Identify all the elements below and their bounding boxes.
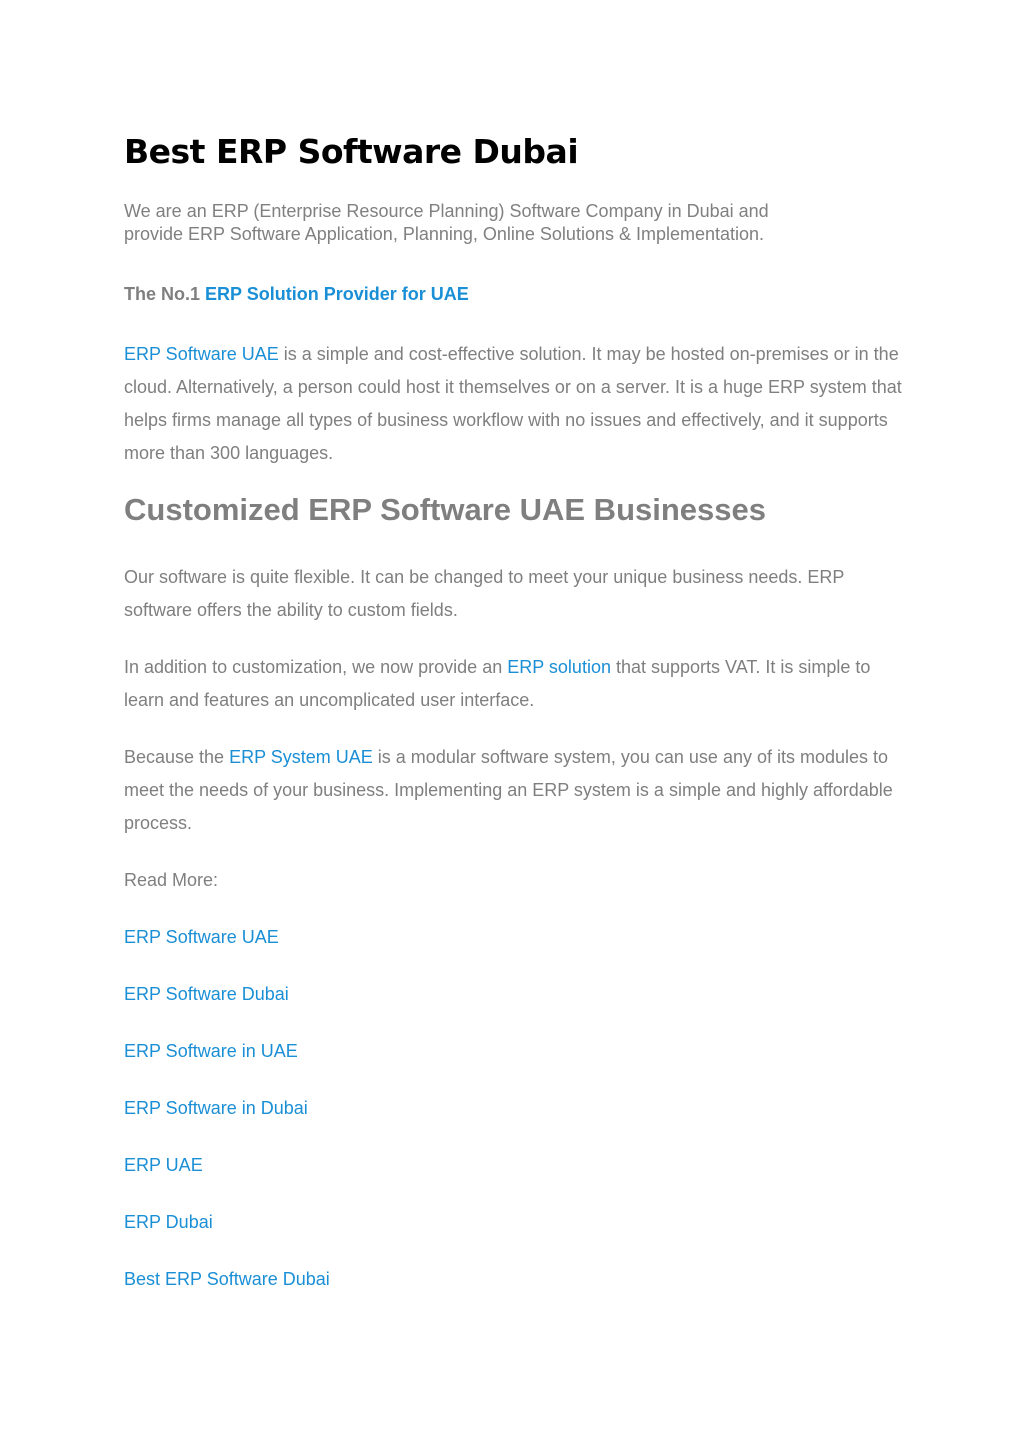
erp-solution-provider-link[interactable]: ERP Solution Provider for UAE bbox=[205, 284, 469, 304]
list-item bbox=[124, 1206, 914, 1239]
paragraph-text: is a modular software system, you can use any of its modules to meet the needs of your business. Implementing an ERP system is a simple and highly affordable process. bbox=[124, 747, 893, 833]
list-item bbox=[124, 1263, 914, 1296]
read-more-link[interactable]: ERP Software UAE bbox=[124, 927, 279, 947]
document-page bbox=[124, 128, 914, 1296]
customization-paragraph bbox=[124, 651, 914, 717]
subheading-prefix: The No.1 bbox=[124, 284, 201, 304]
paragraph-text: is a simple and cost-effective solution. It may be hosted on-premises or in the cloud. Alternatively, a person could host it themselves or on a server. It is a huge ERP system that helps firms manage all types of business workflow with no issues and effectively, and it supports more than 300 languages. bbox=[124, 344, 902, 463]
paragraph-text: that supports VAT. It is simple to learn and features an uncomplicated user interface. bbox=[124, 657, 871, 710]
read-more-link[interactable]: ERP Software Dubai bbox=[124, 984, 289, 1004]
intro-paragraph bbox=[124, 200, 914, 246]
erp-system-uae-link[interactable]: ERP System UAE bbox=[229, 747, 373, 767]
read-more-link[interactable]: ERP Software in Dubai bbox=[124, 1098, 308, 1118]
provider-subheading bbox=[124, 281, 914, 307]
read-more-label: Read More: bbox=[124, 870, 219, 890]
read-more-link[interactable]: ERP Dubai bbox=[124, 1212, 213, 1232]
list-item bbox=[124, 1149, 914, 1182]
erp-software-uae-link[interactable]: ERP Software UAE bbox=[124, 344, 279, 364]
read-more-list bbox=[124, 921, 914, 1296]
intro-line-1: We are an ERP (Enterprise Resource Planning) Software Company in Dubai and bbox=[124, 201, 769, 221]
erp-solution-link[interactable]: ERP solution bbox=[507, 657, 611, 677]
page-title: Best ERP Software Dubai bbox=[124, 132, 579, 171]
paragraph-text: In addition to customization, we now provide an bbox=[124, 657, 508, 677]
modular-paragraph bbox=[124, 741, 914, 840]
intro-line-2: provide ERP Software Application, Planning, Online Solutions & Implementation. bbox=[124, 224, 765, 244]
flexibility-paragraph: Our software is quite flexible. It can be changed to meet your unique business needs. ERP software offers the ability to custom fields. bbox=[124, 567, 845, 620]
read-more-link[interactable]: Best ERP Software Dubai bbox=[124, 1269, 330, 1289]
list-item bbox=[124, 1092, 914, 1125]
list-item bbox=[124, 921, 914, 954]
paragraph-text: Because the bbox=[124, 747, 230, 767]
read-more-link[interactable]: ERP Software in UAE bbox=[124, 1041, 298, 1061]
erp-software-uae-paragraph bbox=[124, 338, 914, 470]
read-more-link[interactable]: ERP UAE bbox=[124, 1155, 203, 1175]
list-item bbox=[124, 978, 914, 1011]
list-item bbox=[124, 1035, 914, 1068]
section-heading: Customized ERP Software UAE Businesses bbox=[124, 492, 766, 527]
